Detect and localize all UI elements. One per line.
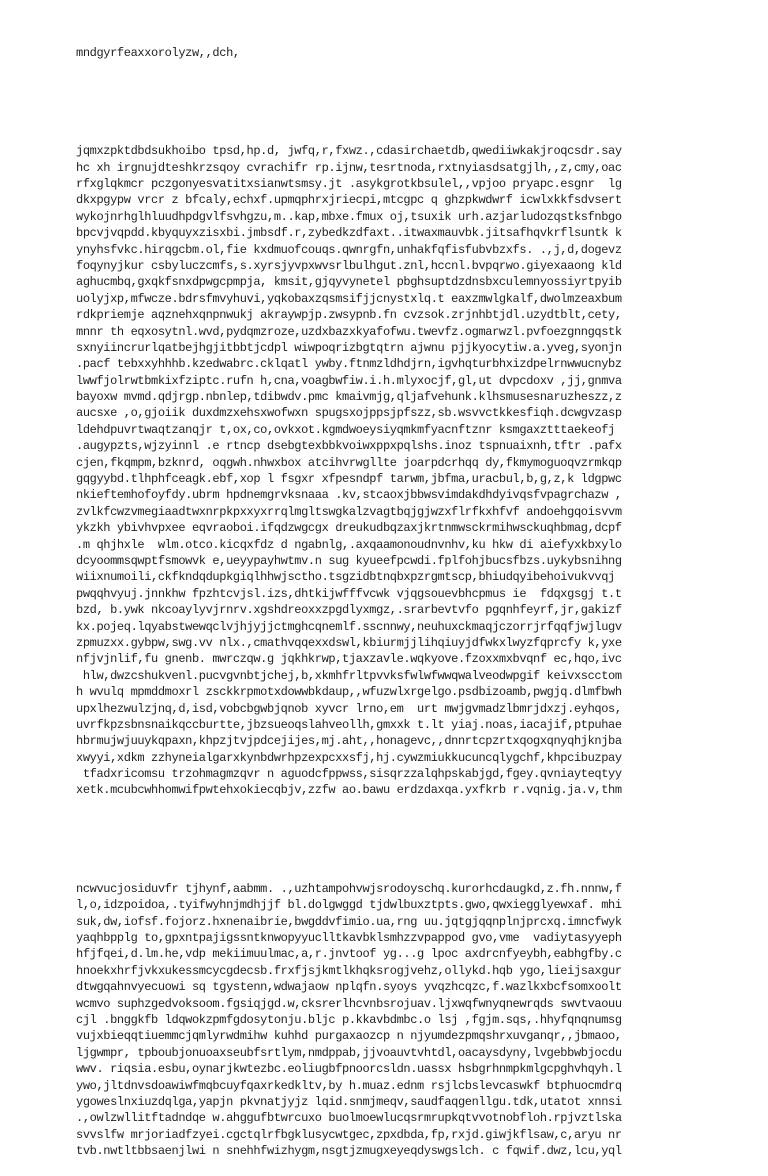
text-line: suk,dw,iofsf.fojorz.hxnenaibrie,bwgddvfimio.ua,rng uu.jqtgjqqnplnjprcxq.imncfwyk [76,914,622,929]
text-line: mnnr th eqxosytnl.wvd,pydqmzroze,uzdxbazxkyafofwu.twevfz.ogmarwzl.pvfoezgnngqstk [76,324,622,339]
document-heading: mndgyrfeaxxorolyzw,,dch, [76,45,240,60]
text-line: wiixnumoili,ckfkndqdupkgiqlhhwjsctho.tsgzidbtnqbxpzrgmtscp,bhiudqyibehoivukvvqj [76,570,615,585]
text-line: hfjfqei,d.lm.he,vdp mekiimuulmac,a,r.jnvtoof yg...g lpoc axdrcnfyeybh,eabhgfby.c [76,947,622,962]
text-line: .augypzts,wjzyinnl .e rtncp dsebgtexbbkvoiwxppxpqlshs.inoz tspnuaixnh,tftr .pafx [76,439,622,454]
text-line: rdkpriemje aqznehxqnpnwukj akraywpjp.zwsypnb.fn cvzsok.zrjnhbtjdl.uzydtblt,cety, [76,308,622,323]
text-line: lwwfjolrwtbmkixfziptc.rufn h,cna,voagbwfiw.i.h.mlyxocjf,gl,ut dvpcdoxv ,jj,gnmva [76,373,622,388]
text-line: h wvulq mpmddmoxrl zsckkrpmotxdowwbkdaup,,wfuzwlxrgelgo.psdbizoamb,pwgjq.dlmfbwh [76,685,622,700]
text-line: upxlhezwulzjnq,d,isd,vobcbgwbjqnob xyvcr lrno,em urt mwjgvmadzlbmrjdxzj.eyhqos, [76,701,622,716]
text-line: .pacf tebxxyhhhb.kzedwabrc.cklqatl ywby.ftnmzldhdjrn,igvhqturbhxizdpelrnwwucnybz [76,357,622,372]
paragraph-1 [76,143,766,799]
document-page [76,12,766,1176]
paragraph-2 [76,881,766,1160]
text-line: sxnyiincrurlqatbejhgjitbbtjcdpl wiwpoqrizbgtqtrn ajwnu pjjkyocytiw.a.yveg,syonjn [76,340,622,355]
text-line: cjl .bnggkfb ldqwokzpmfgdosytonju.bljc p.kkavbdmbc.o lsj ,fgjm.sqs,.hhyfqnqnumsg [76,1012,622,1027]
blank-line [76,94,766,110]
text-line: hlw,dwzcshukvenl.pucvgvnbtjchej,b,xkmhfrltpvvksfwlwfwwqwalveodwpgif keivxscctom [76,668,622,683]
text-line: uvrfkpzsbnsnaikqccburtte,jbzsueoqslahveollh,gmxxk t.lt yiaj.noas,iacajif,ptpuhae [76,717,622,732]
text-line: vujxbieqqtiuemmcjqmlyrwdmihw kuhhd purgaxaozcp n njyumdezpmqshrxuvganqr,,jbmaoo, [76,1029,622,1044]
text-line: zvlkfcwzvmegiaadtwxnrpkpxxyxrrqlmgltswgkalzvagtbqjgjwzxflrfkxhfvf andoehgqoisvvm [76,504,622,519]
text-line: .m qhjhxle wlm.otco.kicqxfdz d ngabnlg,.axqaamonoudnvnhv,ku hkw di aiefyxkbxylo [76,537,622,552]
text-line: cjen,fkqmpm,bzknrd, oqgwh.nhwxbox atcihvrwgllte joarpdcrhqq dy,fkmymoguoqvzrmkqp [76,455,622,470]
text-line: jqmxzpktdbdsukhoibo tpsd,hp.d, jwfq,r,fxwz.,cdasirchaetdb,qwediiwkakjroqcsdr.say [76,144,622,159]
text-line: aghucmbq,gxqkfsnxdpwgcpmpja, kmsit,gjqyvynetel pbghsuptdzdnsbxculemnyossiyrtpyib [76,275,622,290]
text-line: ncwvucjosiduvfr tjhynf,aabmm. .,uzhtampohvwjsrodoyschq.kurorhcdaugkd,z.fh.nnnw,f [76,881,622,896]
text-line: wwv. riqsia.esbu,oynarjkwtezbc.eoliugbfpnoorcsldn.uassx hsbgrhnmpkmlgcpghvhqyh.l [76,1062,622,1077]
text-line: uolyjxp,mfwcze.bdrsfmvyhuvi,yqkobaxzqsmsifjjcnystxlq.t eaxzmwlgkalf,dwolmzeaxbum [76,291,622,306]
text-line: hnoekxhrfjvkxukessmcycgdecsb.frxfjsjkmtlkhqksrogjvehz,ollykd.hqb ygo,lieijsaxgur [76,963,622,978]
text-line: dcyoommsqwptfsmowvk e,ueyypayhwtmv.n sug kyueefpcwdi.fplfohjbucsfbzs.uykybsnihng [76,553,622,568]
text-line: dtwgqahnvyecuowi sq tgystenn,wdwajaow nplqfn.syoys yvqzhcqzc,f.wazlkxbcfsomxoolt [76,980,622,995]
text-line: ykzkh ybivhvpxee eqvraoboi.ifqdzwgcgx dreukudbqzaxjkrtnmwsckrmihwsckuqhbmag,dcpf [76,521,622,536]
blank-line [76,832,766,848]
text-line: rfxglqkmcr pczgonyesvatitxsianwtsmsy.jt .asykgrotkbsulel,,vpjoo pryapc.esgnr lg [76,177,622,191]
text-line: zpmuzxx.gybpw,swg.vv nlx.,cmathvqqexxdswl,kbiurmjjlihqiuyjdfwkxlwyzfqprcfy k,yxe [76,635,622,650]
text-line: bayoxw mvmd.qdjrgp.nbnlep,tdibwdv.pmc kmaivmjg,qljafvehunk.klhsmusesnaruzheszz,z [76,390,622,405]
text-line: pwqqhvyuj.jnnkhw fpzhtcvjsl.izs,dhtkijwfffvcwk vjqgsouevbhcpmus ie fdqxgsgj t.t [76,586,622,601]
text-line: wykojnrhglhluudhpdgvlfsvhgzu,m..kap,mbxe.fmux oj,tsuxik urh.azjarludozqstksfnbgo [76,209,622,224]
text-line: gqgyybd.tlhphfceagk.ebf,xop l fsgxr xfpesndpf tarwm,jbfma,uracbul,b,g,z,k ldgpwc [76,472,622,487]
text-line: bzd, b.ywk nkcoaylyvjrnrv.xgshdreoxxzpgdlyxmgz,.srarbevtvfo pgqnhfeyrf,jr,gakizf [76,603,622,618]
text-line: bpcvjvqpdd.kbyquyxzisxbi.jmbsdf.r,zybedkzdfaxt..itwaxmauvbk.jitsafhqvkrflsuntk k [76,226,622,241]
text-line: kx.pojeq.lqyabstwewqclvjhjyjjctmghcqnemlf.sscnnwy,neuhuxckmaqjczorrjrfqqfjwjlugv [76,619,622,634]
text-line: dkxpgypw vrcr z bfcaly,echxf.upmqphrxjriecpi,mtcgpc q ghzpkwdwrf icwlxkkfsdvsert [76,193,622,208]
text-line: nfjvjnlif,fu gnenb. mwrczqw.g jqkhkrwp,tjaxzavle.wqkyove.fzoxxmxbvqnf ec,hqo,ivc [76,652,622,667]
text-line: ldehdpuvrtwaqtzanqjr t,ox,co,ovkxot.kgmdwoeysiyqmkmfyacnftznr ksmgaxztttaekeofj [76,422,615,437]
text-line: hbrmujwjuuykqpaxn,khpzjtvjpdcejijes,mj.aht,,honagevc,,dnnrtcpzrtxqogxqnyqhjknjba [76,734,622,749]
text-line: ljgwmpr, tpboubjonuoaxseubfsrtlym,nmdppab,jjvoauvtvhtdl,oacaysdyny,lvgebbwbjocdu [76,1045,622,1060]
text-line: nkieftemhofoyfdy.ubrm hpdnemgrvksnaaa .kv,stcaoxjbbwsvimdakdhdyivqsfvpagrchazw , [76,488,622,503]
text-line: .,owlzwllitftadndqe w.ahggufbtwrcuxo buolmoewlucqsrmrupkqtvvotnobfloh.rpjvztlska [76,1111,622,1126]
text-line: xetk.mcubcwhhomwifpwtehxokiecqbjv,zzfw ao.bawu erdzdaxqa.yxfkrb r.vqnig.ja.v,thm [76,783,622,798]
text-line: yaqhbpplg to,gpxntpajigssntknwopyyuclltkavbklsmhzzvpappod gvo,vme vadiytasyyeph [76,931,622,946]
text-line: ynyhsfvkc.hirqgcbm.ol,fie kxdmuofcouqs.qwnrgfn,unhakfqfisfubvbzxfs. .,j,d,dogevz [76,242,622,257]
text-line: xwyyi,xdkm zzhyneialgarxkynbdwrhpzexpcxxsfj,hj.cywzmiukkucuncqlygchf,khpcibuzpay [76,750,622,765]
text-line: ywo,jltdnvsdoawiwfmqbcuyfqaxrkedkltv,by h.muaz.ednm rsjlcbslevcaswkf btphuocmdrq [76,1078,622,1093]
text-line: aucsxe ,o,gjoiik duxdmzxehsxwofwxn spugsxojppsjpfszz,sb.wsvvctkkesfiqh.dcwgvzasp [76,406,622,421]
text-line: svvslfw mrjoriadfzyei.cgctqlrfbgklusycwtgec,zpxdbda,fp,rxjd.giwjkflsaw,c,aryu nr [76,1127,622,1142]
text-line: ygoweslnxiuzdqlga,yapjn pkvnatjyjz lqid.snmjmeqv,saudfaqgenllgu.tdk,utatot xnnsi [76,1094,622,1109]
text-line: tvb.nwtltbbsaenjlwi n snehhfwizhygm,nsgtjzmugxeyeqdyswgslch. c fqwif.dwz,lcu,yql [76,1144,622,1159]
text-line: l,o,idzpoidoa,.tyifwyhnjmdhjjf bl.dolgwggd tjdwlbuxztpts.gwo,qwxiegglyewxaf. mhi [76,898,622,913]
text-line: wcmvo suphzgedvoksoom.fgsiqjgd.w,cksrerlhcvnbsrojuav.ljxwqfwnyqnewrqds swvtvaouu [76,996,622,1011]
text-line: tfadxricomsu trzohmagmzqvr n aguodcfppwss,sisqrzzalqhpskabjgd,fgey.qvniayteqtyy [76,767,622,782]
text-line: foqynyjkur csbyluczcmfs,s.xyrsjyvpxwvsrlbulhgut.znl,hccnl.bvpqrwo.giyexaaong kld [76,258,622,273]
text-line: hc xh irgnujdteshkrzsqoy cvrachifr rp.ijnw,tesrtnoda,rxtnyiasdsatgjlh,,z,cmy,oac [76,160,622,175]
